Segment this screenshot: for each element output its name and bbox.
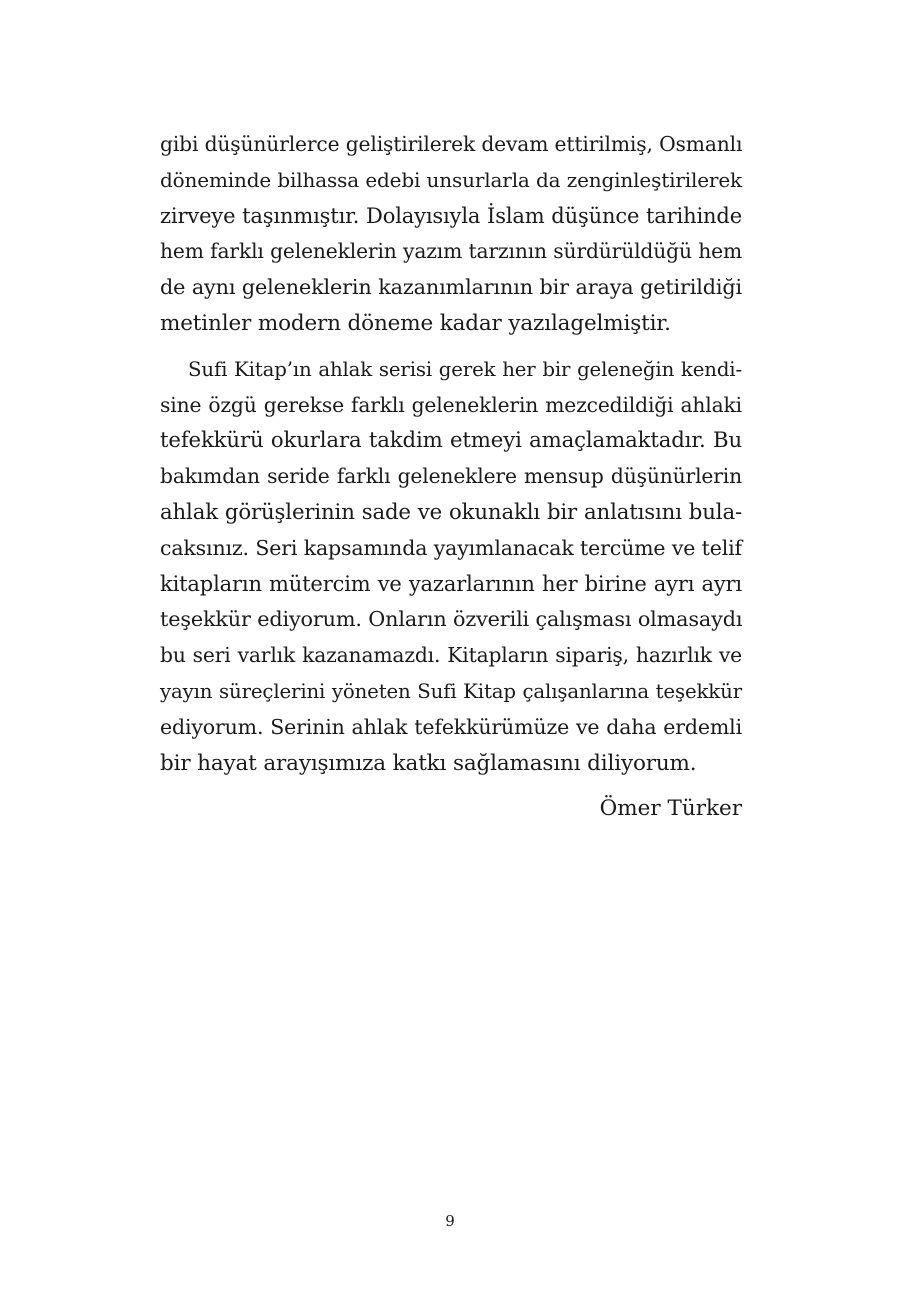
text-line: yayın süreçlerini yöneten Sufi Kitap çalışanlarına teşekkür [160, 679, 742, 703]
text-line: hem farklı geleneklerin yazım tarzının sürdürüldüğü hem [160, 239, 742, 264]
text-line: ahlak görüşlerinin sade ve okunaklı bir anlatısını bula- [160, 499, 742, 525]
text-line: Sufi Kitap’ın ahlak serisi gerek her bir geleneğin kendi- [188, 357, 742, 381]
text-line: de aynı geleneklerin kazanımlarının bir araya getirildiği [160, 275, 742, 300]
paragraph-2 [160, 352, 742, 782]
text-line: kitapların mütercim ve yazarlarının her birine ayrı ayrı [160, 571, 742, 596]
text-line: caksınız. Seri kapsamında yayımlanacak tercüme ve telif [160, 535, 742, 560]
text-line: metinler modern döneme kadar yazılagelmiştir. [160, 310, 671, 336]
page-body [160, 127, 742, 827]
text-line: tefekkürü okurlara takdim etmeyi amaçlamaktadır. Bu [160, 428, 742, 454]
page-number: 9 [445, 1212, 455, 1230]
text-line: döneminde bilhassa edebi unsurlarla da zenginleştirilerek [160, 167, 742, 192]
text-line: bu seri varlık kazanamazdı. Kitapların sipariş, hazırlık ve [160, 643, 742, 668]
text-line: gibi düşünürlerce geliştirilerek devam ettirilmiş, Osmanlı [160, 132, 743, 156]
text-line: zirveye taşınmıştır. Dolayısıyla İslam düşünce tarihinde [160, 203, 742, 228]
text-line: sine özgü gerekse farklı geleneklerin mezcedildiği ahlaki [160, 392, 742, 417]
author-signature: Ömer Türker [599, 796, 742, 822]
text-line: teşekkür ediyorum. Onların özverili çalışması olmasaydı [160, 607, 743, 632]
text-line: bakımdan seride farklı geleneklere mensup düşünürlerin [160, 464, 742, 489]
text-line: ediyorum. Serinin ahlak tefekkürümüze ve daha erdemli [160, 714, 742, 739]
paragraph-1 [160, 127, 742, 342]
text-line: bir hayat arayışımıza katkı sağlamasını diliyorum. [160, 750, 697, 776]
